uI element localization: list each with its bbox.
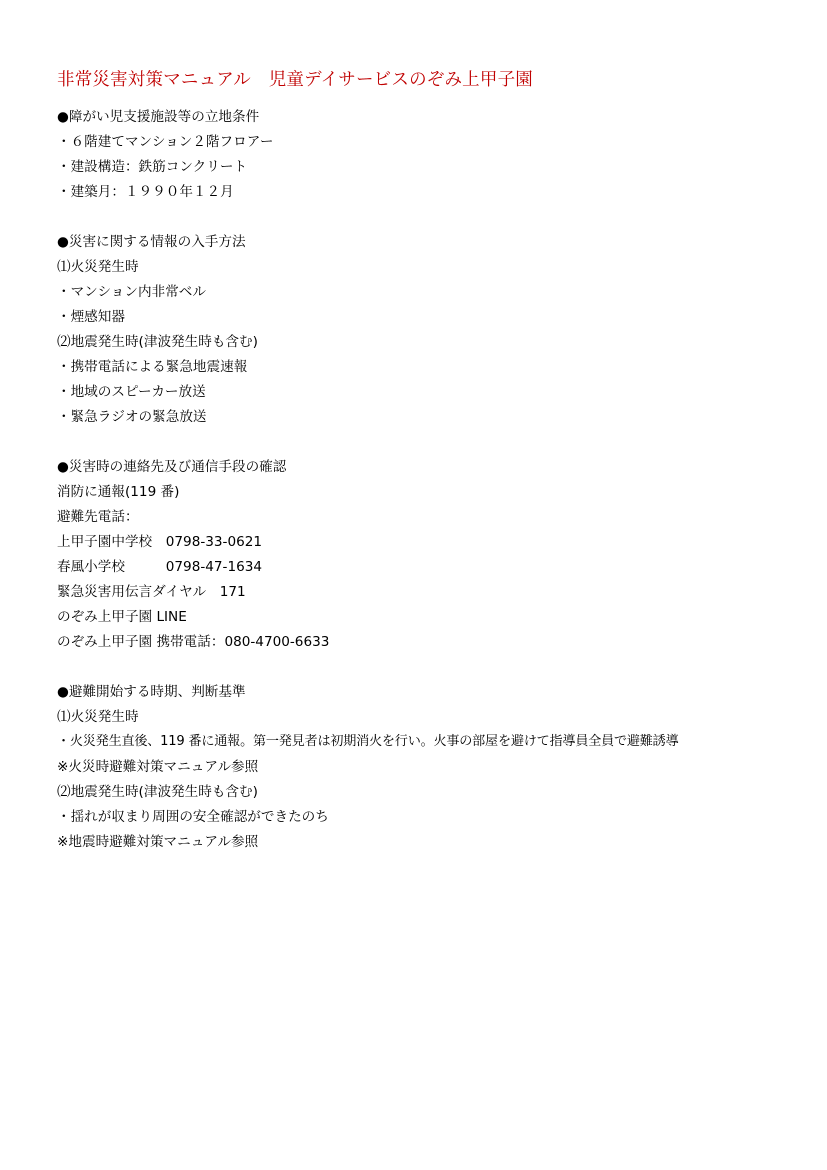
text-line: ・揺れが収まり周囲の安全確認ができたのち	[57, 809, 329, 825]
text-line: 避難先電話：	[57, 509, 139, 525]
text-line: ※火災時避難対策マニュアル参照	[57, 759, 259, 775]
contact-line: 上甲子園中学校 0798-33-0621	[57, 534, 263, 550]
text-line: ・地域のスピーカー放送	[57, 384, 206, 400]
text-line: ・建築月：１９９０年１２月	[57, 184, 234, 200]
section-heading-location: ●障がい児支援施設等の立地条件	[57, 109, 260, 125]
contact-line: のぞみ上甲子園 LINE	[57, 609, 187, 625]
text-line: ・６階建てマンション２階フロアー	[57, 134, 274, 150]
text-line: ⑴火災発生時	[57, 709, 139, 725]
text-line: ・煙感知器	[57, 309, 125, 325]
contact-line: 春風小学校 0798-47-1634	[57, 559, 263, 575]
section-heading-evacuation: ●避難開始する時期、判断基準	[57, 684, 246, 700]
contact-line: のぞみ上甲子園 携帯電話：080-4700-6633	[57, 634, 330, 650]
section-heading-contacts: ●災害時の連絡先及び通信手段の確認	[57, 459, 287, 475]
text-line: ⑴火災発生時	[57, 259, 139, 275]
text-line: ⑵地震発生時(津波発生時も含む)	[57, 334, 258, 350]
contact-line: 緊急災害用伝言ダイヤル 171	[57, 584, 246, 600]
text-line: ・火災発生直後、119 番に通報。第一発見者は初期消火を行い。火事の部屋を避けて指導員全員で避難誘導	[57, 734, 679, 749]
text-line: ・携帯電話による緊急地震速報	[57, 359, 248, 375]
text-line: ・マンション内非常ベル	[57, 284, 206, 300]
text-line: ・建設構造：鉄筋コンクリート	[57, 159, 248, 175]
text-line: 消防に通報(119 番)	[57, 484, 180, 500]
section-heading-info: ●災害に関する情報の入手方法	[57, 234, 246, 250]
document-title: 非常災害対策マニュアル 児童デイサービスのぞみ上甲子園	[57, 70, 533, 90]
text-line: ※地震時避難対策マニュアル参照	[57, 834, 259, 850]
text-line: ⑵地震発生時(津波発生時も含む)	[57, 784, 258, 800]
text-line: ・緊急ラジオの緊急放送	[57, 409, 207, 425]
